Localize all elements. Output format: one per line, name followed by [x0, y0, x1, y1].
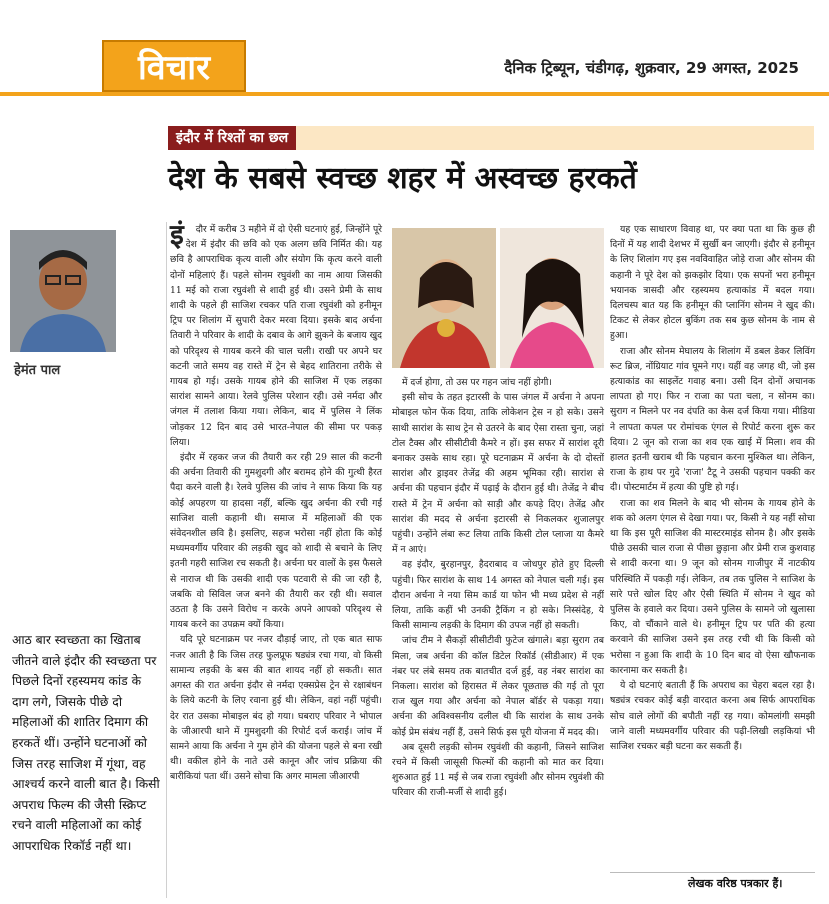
paragraph: जांच टीम ने सैकड़ों सीसीटीवी फुटेज खंगाले। बड़ा सुराग तब मिला, जब अर्चना की कॉल डिटेल रिकॉर्ड (सीडीआर) में एक नंबर पर लंबे समय तक बातचीत दर्ज हुई, वह नंबर सारांश का निकला। सारांश को हिरासत में लेकर पूछताछ की गई तो पूरा राज खुल गया और अर्चना को नेपाल बॉर्डर से पकड़ा गया। अर्चना की अविश्वसनीय दलील थी कि सारांश के साथ उनके कोई प्रेम संबंध नहीं हैं, उसने सिर्फ इस पूरी योजना में मदद की। [392, 635, 604, 738]
issue-date: 29 अगस्त, 2025 [685, 59, 799, 77]
photo-woman-portrait [500, 228, 604, 368]
top-margin [0, 0, 829, 40]
paragraph: यदि पूरे घटनाक्रम पर नजर दौड़ाई जाए, तो एक बात साफ नजर आती है कि जिस तरह फुलप्रूफ षड्यंत्र रचा गया, वो किसी सामान्य लड़की के बस की बात शायद नहीं हो सकती। सात अगस्त की रात अर्चना इंदौर से नर्मदा एक्सप्रेस ट्रेन से रक्षाबंधन के लिये कटनी के लिए रवाना हुई थी। लेकिन, वहां नहीं पहुंची। देर रात उसका मोबाइल बंद हो गया। घबराए परिवार ने भोपाल के जीआरपी थाने में गुमशुदगी की रिपोर्ट दर्ज कराई। जांच में सामने आया कि अर्चना ने गुम होने की योजना पहले से बना रखी थी। वकील होने के नाते उसे कानून और जांच प्रक्रिया की बारीकियां पता थीं। उसने सोचा कि अगर मामला जीआरपी [170, 634, 382, 783]
masthead-line: दैनिक ट्रिब्यून, चंडीगढ़, शुक्रवार, 29 अगस्त, 2025 [504, 59, 799, 77]
masthead-rule [0, 92, 829, 96]
headline: देश के सबसे स्वच्छ शहर में अस्वच्छ हरकतें [168, 161, 637, 196]
article-column-1 [170, 218, 382, 785]
column-divider [166, 222, 167, 898]
article-column-3 [610, 222, 815, 754]
city-name: चंडीगढ़ [585, 59, 624, 77]
paragraph: यह एक साधारण विवाह था, पर क्या पता था कि कुछ ही दिनों में यह शादी देशभर में सुर्खी बन जाएगी। इंदौर से हनीमून के लिए शिलांग गए इस नवविवाहित जोड़े राजा और सोनम की कहानी ने पूरे देश को झकझोर दिया। एक सपनों भरा हनीमून भयानक त्रासदी और रहस्यमय हत्याकांड में बदल गया। दिलचस्प बात यह कि हनीमून की प्लानिंग सोनम ने खुद की। टिकट से लेकर होटल बुकिंग तक सब कुछ सोनम के नाम से हुआ। [610, 224, 815, 342]
photo-woman-bridal [392, 228, 496, 368]
paragraph: वह इंदौर, बुरहानपुर, हैदराबाद व जोधपुर होते हुए दिल्ली पहुंची। फिर सारांश के साथ 14 अगस्त को नेपाल चली गई। इस दौरान अर्चना ने नया सिम कार्ड या फोन भी मध्य प्रदेश से नहीं लिया, ताकि कहीं भी उनकी ट्रैकिंग न हो सके। निस्संदेह, ये किसी सामान्य लड़की के दिमाग की उपज नहीं हो सकती। [392, 559, 604, 632]
author-name: हेमंत पाल [14, 363, 61, 378]
end-rule [610, 872, 815, 873]
paragraph: इंदौर में रहकर जज की तैयारी कर रही 29 साल की कटनी की अर्चना तिवारी की गुमशुदगी और बरामद होने की गुत्थी हैरत पैदा करने वाली है। रेलवे पुलिस की जांच ने साफ किया कि यह कोई अपहरण या हादसा नहीं, बल्कि खुद अर्चना की रची गई साजिश वाली कहानी थी। समाज में महिलाओं की एक संवेदनशील छवि है। इसलिए, सहज भरोसा नहीं होता कि कोई मध्यमवर्गीय परिवार की लड़की खुद को शादी से बचाने के लिए इतनी गहरी साजिश रच सकती है। अर्चना घर वालों के इस फैसले से नाराज थी कि उसकी शादी एक पटवारी से की जा रही है, जबकि वो सिविल जज बनने की तैयारी कर रही थी। सवाल उठता है कि उसने विरोध न करके अपने आपको परिदृश्य से गायब करने का उपक्रम क्यों किया। [170, 452, 382, 631]
paragraph: इसी सोच के तहत इटारसी के पास जंगल में अर्चना ने अपना मोबाइल फोन फेंक दिया, ताकि लोकेशन ट्रेस न हो सके। उसने साथी सारांश के साथ ट्रेन से उतरने के बाद ऐसा रास्ता चुना, जहां टोल टैक्स और सीसीटीवी कैमरे न हों। इस सफर में सारांश दूरी बनाकर उसके साथ रहा। पूरे घटनाक्रम में अर्चना के दो दोस्तों सारांश और ड्राइवर तेजेंद्र की अहम भूमिका रही। सारांश से अर्चना की पहचान इंदौर में पढ़ाई के दौरान हुई थी। तेजेंद्र ने बीच रास्ते में ट्रेन में अर्चना को साड़ी और कपड़े दिए। तेजेंद्र और सारांश की मदद से अर्चना इटारसी से निकलकर शुजालपुर पहुंची। उन्होंने लंबा रूट लिया ताकि किसी टोल प्लाजा या कैमरे में न आएं। [392, 392, 604, 556]
section-label-text: विचार [137, 48, 210, 88]
weekday: शुक्रवार [634, 59, 676, 77]
paragraph: अब दूसरी लड़की सोनम रघुवंशी की कहानी, जिसने साजिश रचने में किसी जासूसी फिल्मों की कहानी को मात कर दिया। शुरुआत हुई 11 मई से जब राजा रघुवंशी और सोनम रघुवंशी की परिवार की राजी-मर्जी से शादी हुई। [392, 741, 604, 799]
paragraph: दौर में करीब 3 महीने में दो ऐसी घटनाएं हुई, जिन्होंने पूरे देश में इंदौर की छवि को एक अलग छवि निर्मित की। यह छवि है आपराधिक कृत्य वाली और संयोग कि कृत्य करने वाली दोनों महिलाएं हैं। पहले सोनम रघुवंशी का नाम आया जिसकी 11 मई को राजा रघुवंशी से शादी हुई थी। उसने प्रेमी के साथ शादी के पहले ही साजिश रचकर पति राजा रघुवंशी को हनीमून ट्रिप पर शिलांग में सुपारी देकर मरवा दिया। इसके बाद अर्चना तिवारी ने परिवार के शादी के दबाव के आगे झुकने के बजाय खुद को परिदृश्य से गायब करने की चाल चली। राखी पर अपने घर कटनी जाते समय वह रास्ते में ट्रेन से बेहद शातिराना तरीके से गायब हो गई। उसके गायब होने की साजिश में एक लड़का सारांश सामने आया। रेलवे पुलिस परेशान रही। उसे नर्मदा और जंगल में तलाश किया गया। लेकिन, बाद में पुलिस ने लिंक जोड़कर 12 दिन बाद उसे भारत-नेपाल की सीमा पर पकड़ लिया। [170, 224, 382, 448]
pull-quote: आठ बार स्वच्छता का खिताब जीतने वाले इंदौर की स्वच्छता पर पिछले दिनों रहस्यमय कांड के दाग लगे, जिसके पीछे दो महिलाओं की शातिर दिमाग की हरकतें थीं। उन्होंने घटनाओं को जिस तरह साजिश में गूंथा, वह आश्चर्य करने वाली बात है। किसी अपराध फिल्म की जैसी स्क्रिप्ट रचने वाली महिलाओं का कोई आपराधिक रिकॉर्ड नहीं था। [12, 633, 160, 853]
paragraph: ये दो घटनाएं बताती हैं कि अपराध का चेहरा बदल रहा है। षड्यंत्र रचकर कोई बड़ी वारदात करना अब सिर्फ आपराधिक सोच वाले लोगों की बपौती नहीं रह गया। कोमलांगी समझी जाने वाली मध्यमवर्गीय परिवार की पढ़ी-लिखी लड़कियां भी साजिश रचकर बड़ी घटना कर सकती हैं। [610, 680, 815, 752]
paragraph: में दर्ज होगा, तो उस पर गहन जांच नहीं होगी। [402, 377, 552, 388]
paragraph: राजा और सोनम मेघालय के शिलांग में डबल डेकर लिविंग रूट ब्रिज, नोंग्रियाट गांव घूमने गए। यहीं वह जगह थी, जो इस हत्याकांड का साइलेंट गवाह बना। उसी दिन दोनों अचानक लापता हो गए। फिर न राजा का पता चला, न सोनम का। सुराग न मिलने पर नव दंपति का केस दर्ज किया गया। मीडिया ने लापता कपल पर रोमांचक एंगल से रिपोर्ट करना शुरू कर दिया। 2 जून को राजा का शव एक खाई में मिला। शव की हालत इतनी खराब थी कि पहचान करना मुश्किल था। लेकिन, राजा के हाथ पर गुदे 'राजा' टैटू ने उसकी पहचान पक्की कर दी। पोस्टमार्टम में हत्या की पुष्टि हो गई। [610, 345, 815, 494]
drop-cap: इं [170, 218, 184, 251]
paragraph: राजा का शव मिलने के बाद भी सोनम के गायब होने के शक को अलग एंगल से देखा गया। पर, किसी ने यह नहीं सोचा था कि इस पूरी साजिश की मास्टरमाइंड सोनम है। और इसके पीछे उसकी चाल राजा से पीछा छुड़ाना और प्रेमी राज कुशवाह से शादी करना था। 9 जून को सोनम गाजीपुर में नाटकीय परिस्थिति में पकड़ी गई। लेकिन, तब तक पुलिस ने साजिश के सारे पत्ते खोल दिए और ऐसी स्थिति में सोनम ने खुद को पुलिस के हवाले कर दिया। उसने पुलिस के सामने जो खुलासा किए, वो चौंकाने वाले थे। हनीमून ट्रिप पर पति की हत्या करवाने की साजिश उसने इस तरह रची थी कि किसी को भरोसा न हुआ कि शादी के 10 दिन बाद वो ऐसा खौफनाक कारनामा कर सकती है। [610, 497, 815, 676]
author-photo [10, 230, 116, 352]
article-column-2 [392, 375, 604, 801]
author-note: लेखक वरिष्ठ पत्रकार हैं। [688, 877, 783, 890]
article-photos [392, 228, 604, 368]
kicker-label: इंदौर में रिश्तों का छल [168, 126, 296, 150]
section-label [102, 40, 246, 92]
paper-name: दैनिक ट्रिब्यून [504, 59, 575, 77]
